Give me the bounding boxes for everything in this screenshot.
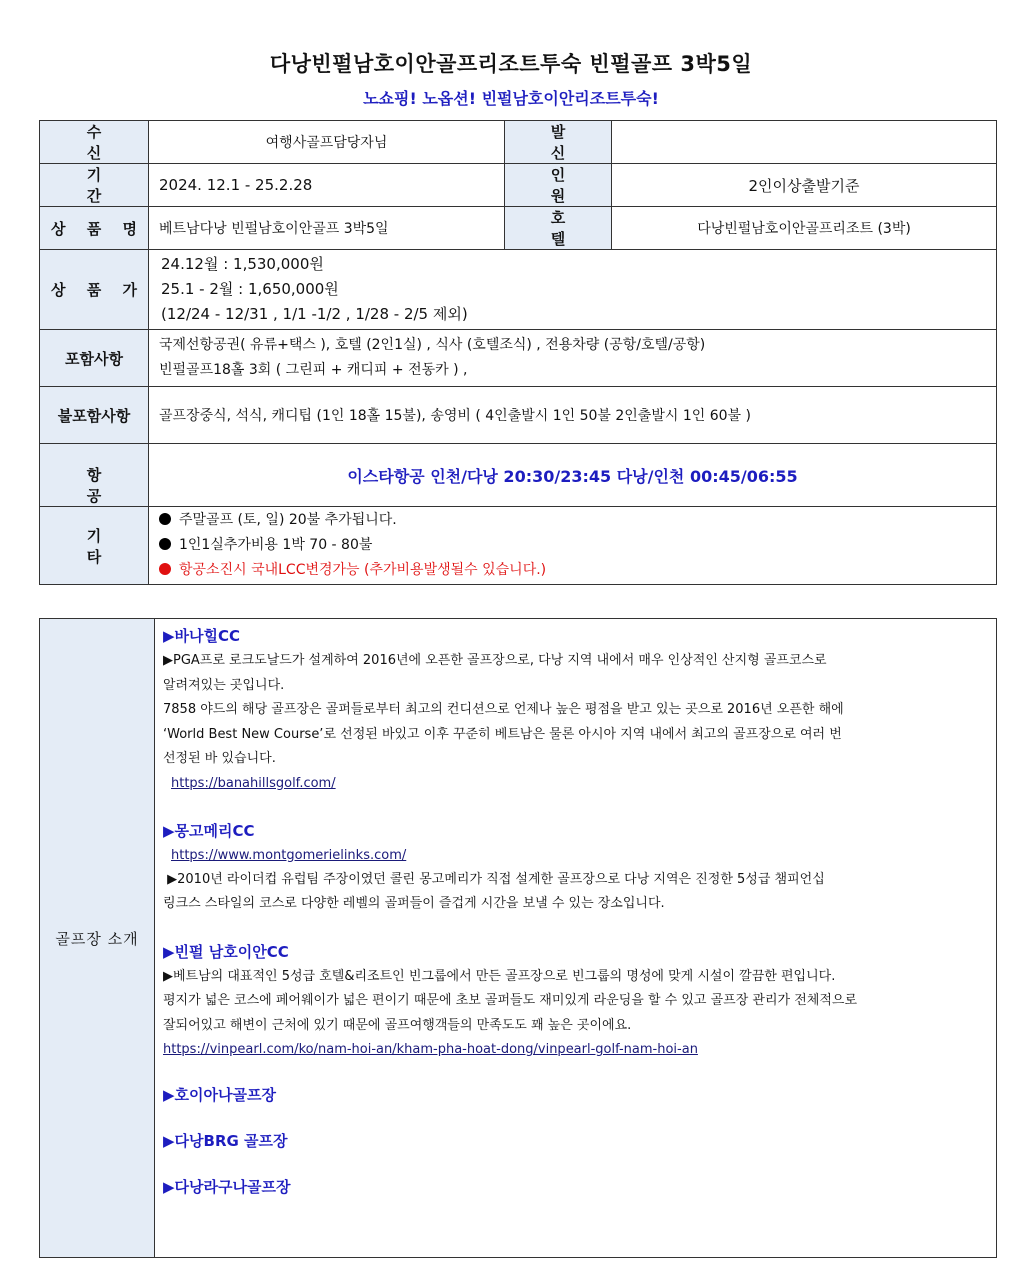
course-desc-line: ‘World Best New Course’로 선정된 바있고 이후 꾸준히 베트남은 물론 아시아 지역 내에서 최고의 골프장으로 여러 번 [163,726,842,742]
courses-table [39,618,997,1258]
spacer [163,796,986,818]
value-hotel: 다낭빈펄남호이안골프리조트 (3박) [612,207,997,250]
included-line: 빈펄골프18홀 3회 ( 그린피 + 캐디피 + 전동카 ) , [159,362,468,378]
value-product-name: 베트남다낭 빈펄남호이안골프 3박5일 [149,207,505,250]
etc-item-text: 1인1실추가비용 1박 70 - 80불 [179,537,373,553]
value-included [149,330,997,387]
row-flight [40,444,997,507]
red-bullet-icon [159,563,171,575]
etc-item [159,508,996,533]
course-name-montgomerie: ▶몽고메리CC [163,821,255,840]
bullet-icon [159,513,171,525]
value-price [149,250,997,330]
label-excluded: 불포함사항 [40,387,149,444]
link-banahill[interactable]: https://banahillsgolf.com/ [171,775,336,791]
spacer [163,1108,986,1128]
row-period-pax [40,164,997,207]
row-excluded [40,387,997,444]
value-flight: 이스타항공 인천/다낭 20:30/23:45 다낭/인천 00:45/06:55 [149,444,997,507]
label-product-name: 상 품 명 [40,207,149,250]
etc-item-text: 주말골프 (토, 일) 20불 추가됩니다. [179,512,397,528]
document-subtitle: 노쇼핑! 노옵션! 빈펄남호이안리조트투숙! [363,89,659,108]
etc-item-warning [159,558,996,583]
value-sender [612,121,997,164]
course-desc-line: 평지가 넓은 코스에 페어웨이가 넓은 편이기 때문에 초보 골퍼들도 재미있게 라운딩을 할 수 있고 골프장 관리가 전체적으로 [163,993,858,1008]
value-pax: 2인이상출발기준 [612,164,997,207]
value-excluded: 골프장중식, 석식, 캐디팁 (1인 18홀 15불), 송영비 ( 4인출발시 1인 50불 2인출발시 1인 60불 ) [149,387,997,444]
spacer [163,1062,986,1082]
label-included: 포함사항 [40,330,149,387]
label-sender: 발 신 [505,121,612,164]
course-desc-line: 링크스 스타일의 코스로 다양한 레벨의 골퍼들이 즐겁게 시간을 보낼 수 있는 장소입니다. [163,896,665,911]
link-vinpearl[interactable]: https://vinpearl.com/ko/nam-hoi-an/kham-pha-hoat-dong/vinpearl-golf-nam-hoi-an [163,1042,698,1057]
price-line: 24.12월 : 1,530,000원 [161,255,324,273]
link-montgomerie[interactable]: https://www.montgomerielinks.com/ [171,847,407,863]
course-desc-line: ▶2010년 라이더컵 유럽팀 주장이였던 콜린 몽고메리가 직접 설계한 골프장으로 다낭 지역은 진정한 5성급 챔피언십 [163,871,825,887]
course-name-hoiana: ▶호이아나골프장 [163,1086,276,1104]
value-period: 2024. 12.1 - 25.2.28 [149,164,505,207]
price-line: (12/24 - 12/31 , 1/1 -1/2 , 1/28 - 2/5 제외) [161,305,468,323]
course-name-laguna: ▶다낭라구나골프장 [163,1178,291,1196]
etc-item [159,533,996,558]
row-recipient-sender [40,121,997,164]
row-courses [40,619,997,1258]
course-desc-line: 알려져있는 곳입니다. [163,677,285,693]
etc-item-text: 항공소진시 국내LCC변경가능 (추가비용발생될수 있습니다.) [179,562,547,578]
bullet-icon [159,538,171,550]
course-desc-line: ▶PGA프로 로크도날드가 설계하여 2016년에 오픈한 골프장으로, 다낭 지역 내에서 매우 인상적인 산지형 골프코스로 [163,653,827,668]
label-courses: 골프장 소개 [40,619,155,1258]
course-desc-line: 선정된 바 있습니다. [163,751,276,766]
label-pax: 인 원 [505,164,612,207]
row-included [40,330,997,387]
label-recipient: 수 신 [40,121,149,164]
price-line: 25.1 - 2월 : 1,650,000원 [161,280,339,298]
row-etc [40,507,997,585]
value-etc [149,507,997,585]
spacer [163,917,986,939]
course-desc-line: ▶베트남의 대표적인 5성급 호텔&리조트인 빈그룹에서 만든 골프장으로 빈그룹의 명성에 맞게 시설이 깔끔한 편입니다. [163,968,836,984]
course-name-banahill: ▶바나힐CC [163,627,241,645]
row-price [40,250,997,330]
label-price: 상 품 가 [40,250,149,330]
label-period: 기 간 [40,164,149,207]
label-flight: 항 공 [40,444,149,507]
course-name-brg: ▶다낭BRG 골프장 [163,1132,288,1150]
course-name-vinpearl: ▶빈펄 남호이안CC [163,942,289,961]
info-table [39,120,997,585]
value-recipient: 여행사골프담당자님 [149,121,505,164]
row-product-hotel [40,207,997,250]
included-line: 국제선항공권( 유류+택스 ), 호텔 (2인1실) , 식사 (호텔조식) , 전용차량 (공항/호텔/공항) [159,337,706,353]
course-desc-line: 잘되어있고 해변이 근처에 있기 때문에 골프여행객들의 만족도도 꽤 높은 곳이에요. [163,1017,632,1033]
label-hotel: 호 텔 [505,207,612,250]
label-etc: 기 타 [40,507,149,585]
course-desc-line: 7858 야드의 해당 골프장은 골퍼들로부터 최고의 컨디션으로 언제나 높은 평점을 받고 있는 곳으로 2016년 오픈한 해에 [163,702,844,717]
spacer [163,1154,986,1174]
courses-content [155,619,997,1258]
document-title: 다낭빈펄남호이안골프리조트투숙 빈펄골프 3박5일 [269,52,753,76]
